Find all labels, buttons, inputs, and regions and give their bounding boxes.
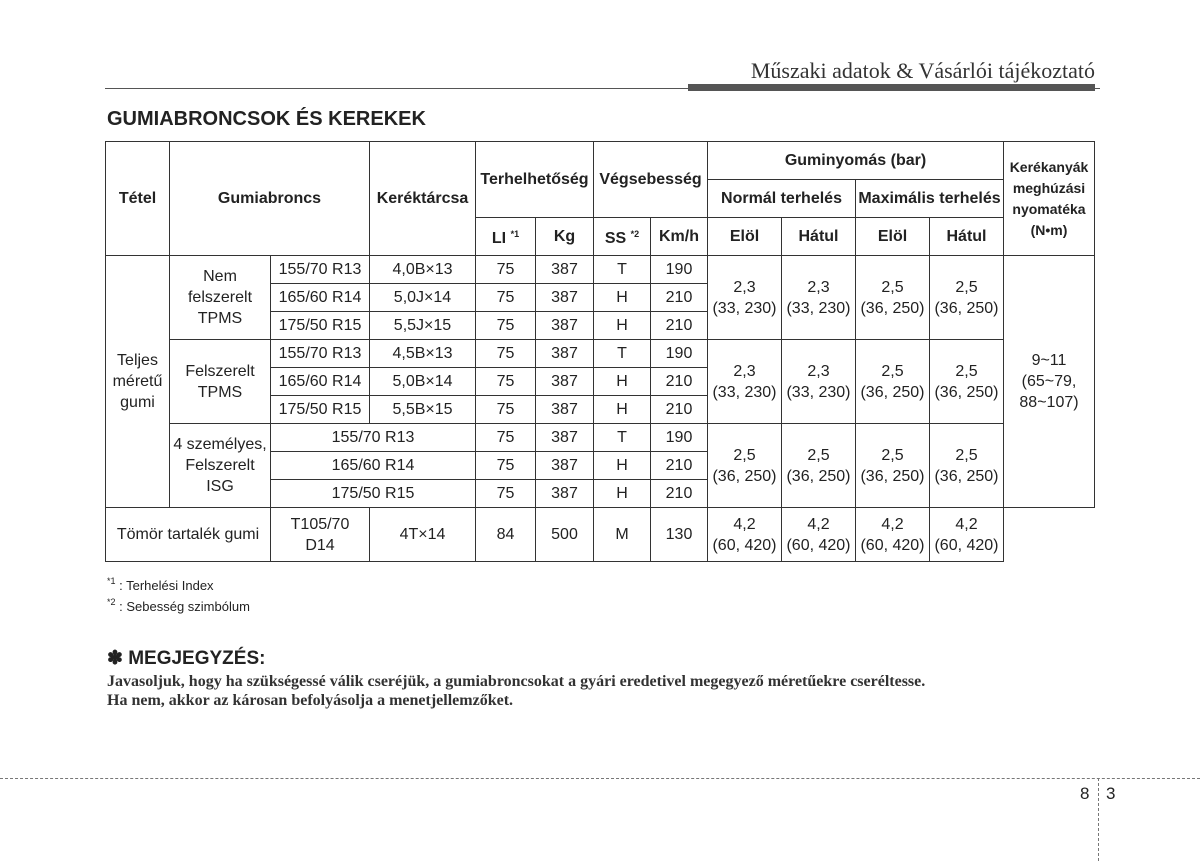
col-header-max-load: Maximális terhelés (856, 180, 1004, 218)
table-row: Teljes méretű gumi Nem felszerelt TPMS 155/70 R13 4,0B×13 75 387 T 190 2,3 (33, 230) 2,3 (33, 230) 2,5 (36, 250) 2,5 (36, 250) 9~11 (65~79, 88~107) (106, 256, 1095, 284)
full-size-label: Teljes méretű gumi (106, 256, 170, 508)
spare-label: Tömör tartalék gumi (106, 508, 271, 562)
page-number: 3 (1106, 784, 1116, 803)
page-chapter: 8 (1080, 784, 1090, 803)
col-header-wheel: Keréktárcsa (370, 142, 476, 256)
table-row: 175/50 R15 75 387 H 210 (106, 480, 1095, 508)
table-row: 165/60 R14 5,0J×14 75 387 H 210 (106, 284, 1095, 312)
col-header-ss: SS $^{*2}$ (594, 218, 651, 256)
col-header-pressure: Guminyomás (bar) (708, 142, 1004, 180)
group-label-tpms: Felszerelt TPMS (170, 340, 271, 424)
note-body (107, 672, 927, 710)
footer-divider-vertical (1098, 778, 1099, 861)
col-header-load: Terhelhetőség (476, 142, 594, 218)
section-title: GUMIABRONCSOK ÉS KEREKEK (107, 108, 426, 130)
table-row: 175/50 R15 5,5B×15 75 387 H 210 (106, 396, 1095, 424)
col-header-item: Tétel (106, 142, 170, 256)
note-line: Javasoljuk, hogy ha szükségessé válik cseréjük, a gumiabroncsokat a gyári eredetivel megegyező méretűekre cseréltesse. (107, 673, 926, 690)
group-label-isg: 4 személyes, Felszerelt ISG (170, 424, 271, 508)
note-line: Ha nem, akkor az károsan befolyásolja a menetjellemzőket. (107, 692, 514, 709)
group-label-no-tpms: Nem felszerelt TPMS (170, 256, 271, 340)
torque-value: 9~11 (65~79, 88~107) (1004, 256, 1095, 508)
col-header-kg: Kg (536, 218, 594, 256)
col-header-front-normal: Elöl (708, 218, 782, 256)
table-row: 165/60 R14 75 387 H 210 (106, 452, 1095, 480)
table-row-spare: Tömör tartalék gumi T105/70 D14 4T×14 84 500 M 130 4,2 (60, 420) 4,2 (60, 420) 4,2 (60, 420) 4,2 (60, 420) (106, 508, 1095, 562)
col-header-speed: Végsebesség (594, 142, 708, 218)
note-title: ✽ MEGJEGYZÉS: (107, 648, 266, 669)
col-header-li: LI $^{*1}$ (476, 218, 536, 256)
col-header-normal-load: Normál terhelés (708, 180, 856, 218)
header-title: Műszaki adatok & Vásárlói tájékoztató (750, 58, 1095, 83)
col-header-tire: Gumiabroncs (170, 142, 370, 256)
col-header-torque: Kerékanyák meghúzási nyomatéka (N•m) (1004, 142, 1095, 256)
footer-divider (0, 778, 1200, 779)
tire-specs-table (105, 141, 1095, 562)
col-header-kmh: Km/h (651, 218, 708, 256)
table-row: Felszerelt TPMS 155/70 R13 4,5B×13 75 387 T 190 2,3 (33, 230) 2,3 (33, 230) 2,5 (36, 250) 2,5 (36, 250) (106, 340, 1095, 368)
table-row: 4 személyes, Felszerelt ISG 155/70 R13 75 387 T 190 2,5 (36, 250) 2,5 (36, 250) 2,5 (36, 250) 2,5 (36, 250) (106, 424, 1095, 452)
col-header-front-max: Elöl (856, 218, 930, 256)
footnote-ss: $^{*2}$ : Sebesség szimbólum (107, 597, 250, 614)
header-rule (105, 88, 1100, 89)
col-header-rear-max: Hátul (930, 218, 1004, 256)
table-row: 175/50 R15 5,5J×15 75 387 H 210 (106, 312, 1095, 340)
table-row: 165/60 R14 5,0B×14 75 387 H 210 (106, 368, 1095, 396)
col-header-rear-normal: Hátul (782, 218, 856, 256)
footnote-li: $^{*1}$ : Terhelési Index (107, 576, 214, 593)
